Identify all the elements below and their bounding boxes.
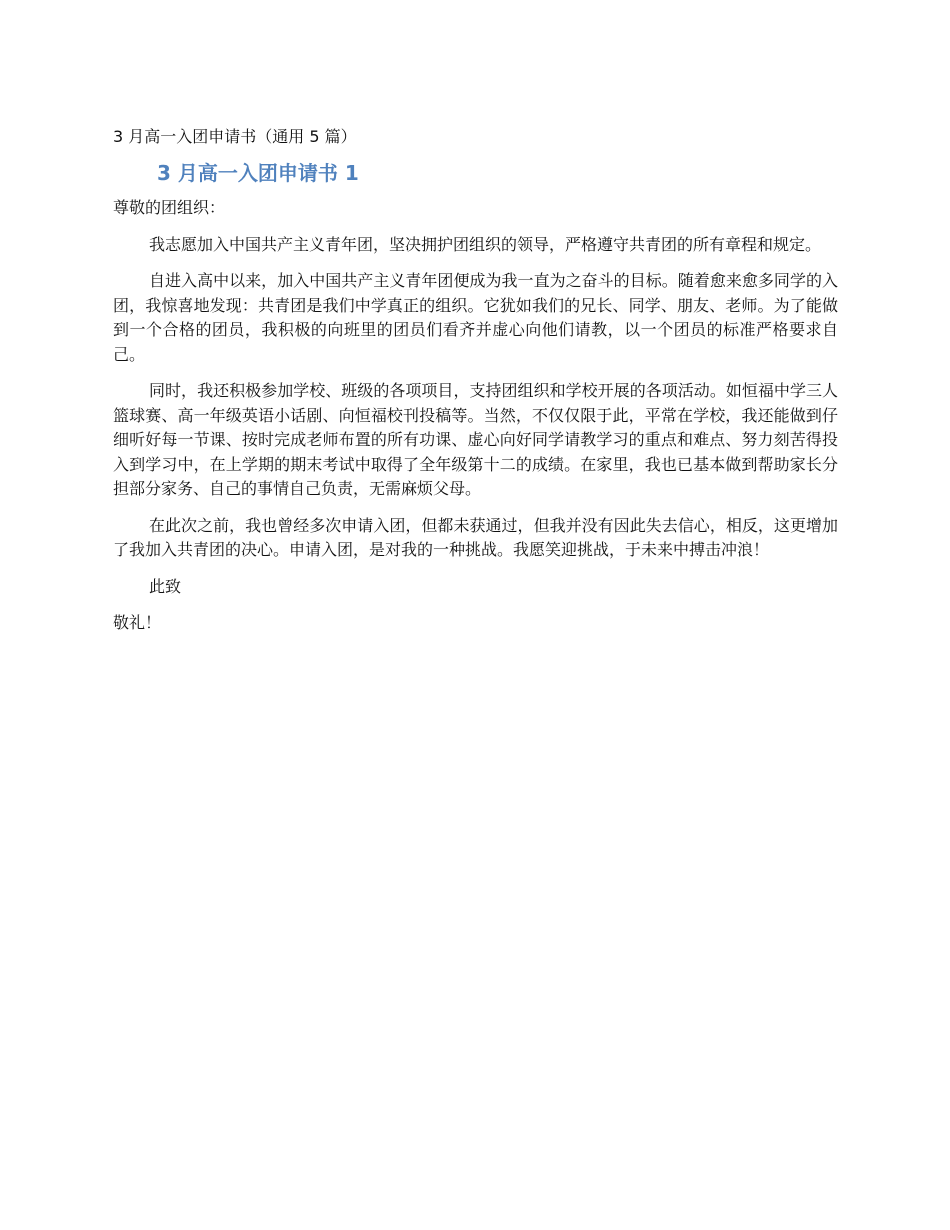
paragraph-4: 在此次之前，我也曾经多次申请入团，但都未获通过，但我并没有因此失去信心，相反，这更增加了我加入共青团的决心。申请入团，是对我的一种挑战。我愿笑迎挑战，于未来中搏击冲浪！ [113,515,838,559]
paragraph-2: 自进入高中以来，加入中国共产主义青年团便成为我一直为之奋斗的目标。随着愈来愈多同学的入团，我惊喜地发现：共青团是我们中学真正的组织。它犹如我们的兄长、同学、朋友、老师。为了能做到一个合格的团员，我积极的向班里的团员们看齐并虚心向他们请教，以一个团员的标准严格要求自己。 [113,271,838,364]
paragraph-3: 同时，我还积极参加学校、班级的各项项目，支持团组织和学校开展的各项活动。如恒福中学三人篮球赛、高一年级英语小话剧、向恒福校刊投稿等。当然，不仅仅限于此，平常在学校，我还能做到仔细听好每一节课、按时完成老师布置的所有功课、虚心向好同学请教学习的重点和难点、努力刻苦得投入到学习中，在上学期的期末考试中取得了全年级第十二的成绩。在家里，我也已基本做到帮助家长分担部分家务、自己的事情自己负责，无需麻烦父母。 [113,381,838,498]
salute-line: 敬礼！ [113,613,162,632]
closing-line: 此致 [149,576,182,596]
paragraph-1: 我志愿加入中国共产主义青年团，坚决拥护团组织的领导，严格遵守共青团的所有章程和规定。 [149,234,822,254]
document-title: 3 月高一入团申请书（通用 5 篇） [113,127,357,146]
section-heading: 3 月高一入团申请书 1 [157,161,359,185]
greeting-line: 尊敬的团组织： [113,198,226,217]
document-body [113,124,838,648]
